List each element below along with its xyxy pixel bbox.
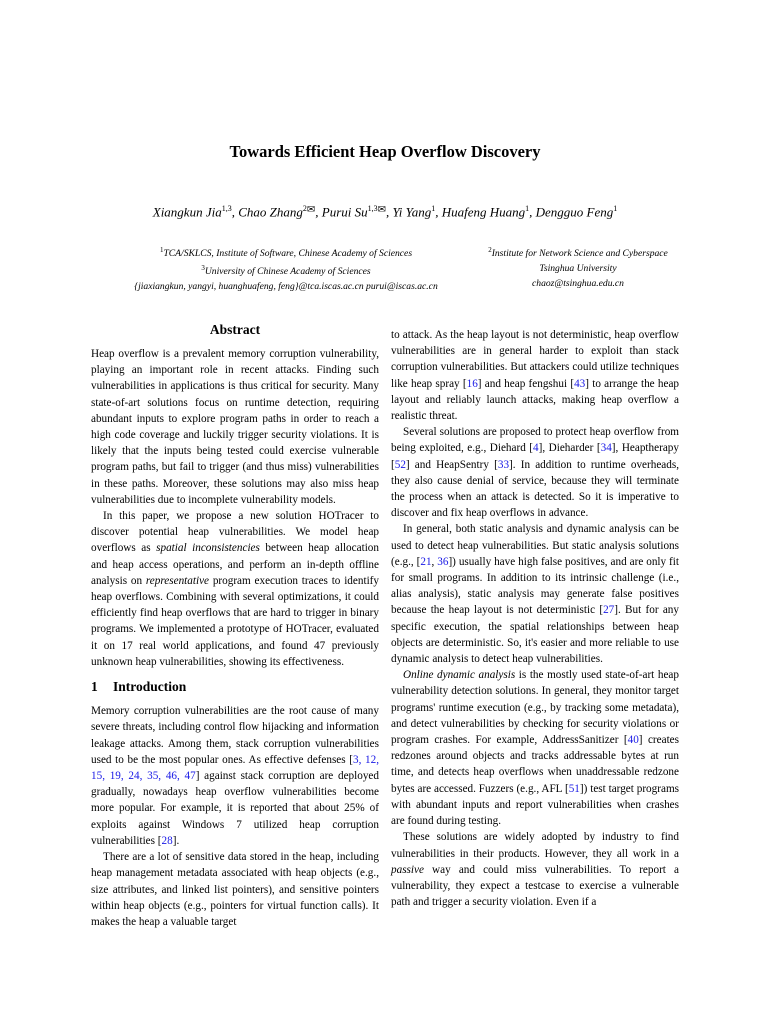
- paper-title: Towards Efficient Heap Overflow Discovery: [229, 142, 541, 161]
- author-separator: ,: [315, 204, 322, 220]
- section-number: 1: [91, 679, 98, 695]
- text-run: ] creates redzones around objects and tracks addressable bytes at run time, and detects heap overflows when unaddressable redzone bytes are accessed. Fuzzers (e.g., AFL [: [391, 734, 679, 795]
- affiliation-line: [96, 261, 476, 279]
- affiliation-text: TCA/SKLCS, Institute of Software, Chinese Academy of Sciences: [163, 248, 413, 260]
- body-paragraph: [391, 424, 679, 521]
- citation-link[interactable]: 43: [574, 377, 586, 390]
- affiliation-mark: 2: [488, 246, 492, 254]
- citation-link[interactable]: 51: [568, 782, 580, 795]
- affiliation-line: [466, 243, 690, 261]
- author-affiliation-mark: 1: [525, 204, 530, 213]
- emphasis: Online dynamic analysis: [403, 669, 516, 682]
- author-name: Huafeng Huang: [441, 204, 526, 220]
- author-affiliation-mark: 2: [302, 204, 307, 213]
- affiliation-emails: {jiaxiangkun, yangyi, huanghuafeng, feng}@tca.iscas.ac.cn purui@iscas.ac.cn: [134, 281, 438, 293]
- citation-link[interactable]: 28: [161, 834, 173, 847]
- text-run: is the mostly used state-of-art heap vulnerability detection solutions. In general, they monitor target programs' runtime execution (e.g., by tracking some metadata), and detect vulnerabilities by checking for security violations or program crashes. For example, AddressSanitizer [: [391, 669, 679, 747]
- emphasis: passive: [391, 863, 424, 876]
- text-run: program execution traces to identify heap overflows. Combining with several optimizations, it could efficiently find heap overflows that are hard to trigger in binary programs. We implemented a prototype of HOTracer, evaluated it on 17 real world applications, and found 47 previously unknown heap vulnerabilities, showing its effectiveness.: [91, 574, 379, 668]
- text-run: ].: [172, 834, 180, 847]
- text-run: way and could miss vulnerabilities. To report a vulnerability, they expect a testcase to exercise a vulnerable path and trigger a security violation. Even if a: [391, 863, 679, 909]
- text-run: between heap allocation and heap access operations, and perform an in-depth offline analysis on: [91, 542, 379, 587]
- envelope-icon: ✉: [377, 204, 387, 216]
- section-title: Introduction: [113, 679, 187, 695]
- text-run: ]) test target programs with abundant inputs and report vulnerabilities when crashes are found during testing.: [391, 782, 679, 828]
- section-heading: [91, 679, 379, 695]
- author-separator: ,: [529, 204, 536, 220]
- citation-link[interactable]: 52: [394, 458, 406, 471]
- affiliation-right: [466, 243, 690, 291]
- author-list: [0, 204, 770, 220]
- affiliation-text: Institute for Network Science and Cyberspace: [491, 248, 668, 260]
- abstract-paragraph: Heap overflow is a prevalent memory corruption vulnerability, playing an important role in recent attacks. Finding such vulnerabilities in applications is thus critical for security. Many state-of-art solutions focus on runtime detection, requiring abundant inputs to explore program paths in order to reach a high code coverage and luckily trigger security violations. It is likely that the inputs being tested could exercise vulnerable program paths, but fail to trigger (and thus miss) vulnerabilities in these paths. Moreover, these solutions may also miss heap vulnerabilities due to incomplete vulnerability models.: [91, 348, 379, 506]
- emphasis: representative: [145, 574, 210, 587]
- citation-link[interactable]: 27: [603, 604, 615, 617]
- citation-link[interactable]: 3, 12, 15, 19, 24, 35, 46, 47: [91, 753, 380, 783]
- text-run: Several solutions are proposed to protect heap overflow from being exploited, e.g., Diehard [: [391, 426, 679, 455]
- text-run: In general, both static analysis and dynamic analysis can be used to detect heap vulnerabilities. But static analysis solutions (e.g., [: [391, 523, 679, 568]
- abstract-heading: Abstract: [209, 322, 261, 337]
- author-separator: ,: [386, 204, 393, 220]
- citation-link[interactable]: 21: [420, 555, 432, 568]
- author-affiliation-mark: 1: [613, 204, 618, 213]
- text-run: ] against stack corruption are deployed gradually, nowadays heap overflow vulnerabilities become more popular. For example, it is reported that about 25% of exploits against Windows 7 utilized heap corruption vulnerabilities [: [91, 770, 379, 847]
- author-name: Yi Yang: [392, 204, 432, 220]
- author-name: Dengguo Feng: [535, 204, 614, 220]
- author-name: Chao Zhang: [238, 204, 303, 220]
- author-separator: ,: [231, 204, 239, 220]
- left-column: [91, 322, 379, 930]
- body-paragraph: [391, 667, 679, 829]
- affiliation-mark: 3: [201, 264, 205, 273]
- affiliation-text: University of Chinese Academy of Sciences: [204, 266, 371, 278]
- text-run: ]. But for any specific execution, the spatial relationships between heap objects are deterministic. So, it's easier and more reliable to use dynamic analysis to detect heap vulnerabilities.: [391, 604, 679, 666]
- author-affiliation-mark: 1: [431, 204, 436, 213]
- text-run: ], Heaptherapy [: [391, 442, 679, 471]
- text-run: ] to arrange the heap layout and reliably launch attacks, making heap overflow a realistic threat.: [391, 377, 679, 423]
- citation-link[interactable]: 4: [533, 442, 539, 455]
- body-paragraph: [391, 829, 679, 910]
- citation-link[interactable]: 16: [466, 377, 478, 390]
- text-run: ], Dieharder [: [538, 442, 601, 455]
- citation-link[interactable]: 40: [627, 734, 639, 747]
- author-name: Xiangkun Jia: [152, 204, 222, 220]
- body-paragraph: There are a lot of sensitive data stored in the heap, including heap management metadata associated with heap objects (e.g., size attributes, and linked list pointers), and sensitive pointers within heap objects (e.g., pointers for virtual function calls). It makes the heap a valuable target: [91, 851, 379, 928]
- affiliation-line: Tsinghua University: [539, 263, 617, 275]
- text-run: to attack. As the heap layout is not deterministic, heap overflow vulnerabilities are in general harder to exploit than stack corruption vulnerabilities. But attackers could utilize techniques like heap spray [: [391, 329, 679, 390]
- body-paragraph: [91, 703, 379, 849]
- author-affiliation-mark: 1,3: [367, 204, 378, 213]
- affiliation-mark: 1: [159, 246, 164, 254]
- citation-link[interactable]: 36: [437, 555, 449, 568]
- author-affiliation-mark: 1,3: [221, 204, 232, 213]
- affiliation-left: [96, 243, 476, 294]
- text-run: ,: [431, 555, 438, 568]
- citation-link[interactable]: 34: [600, 442, 612, 455]
- text-run: In this paper, we propose a new solution HOTracer to discover potential heap vulnerabilities. We model heap overflows as: [91, 510, 379, 555]
- author-name: Purui Su: [321, 204, 368, 220]
- text-run: These solutions are widely adopted by industry to find vulnerabilities in their products. However, they all work in a: [391, 831, 679, 860]
- affiliation-line: [96, 243, 476, 261]
- text-run: ]) usually have high false positives, and are only fit for small programs. In addition to its intrinsic challenge (i.e., alias analysis), static analysis may generate false positives because the heap layout is not deterministic [: [391, 555, 679, 617]
- citation-link[interactable]: 33: [497, 458, 510, 471]
- author-separator: ,: [435, 204, 442, 220]
- text-run: ] and HeapSentry [: [405, 458, 498, 471]
- text-run: Memory corruption vulnerabilities are the root cause of many severe threats, including control flow hijacking and information leakage attacks. Among them, stack corruption vulnerabilities used to be the most popular ones. As effective defenses [: [91, 705, 379, 766]
- right-column: [391, 327, 679, 910]
- abstract-paragraph: [91, 508, 379, 670]
- body-paragraph: [391, 521, 679, 667]
- emphasis: spatial inconsistencies: [156, 542, 260, 555]
- body-paragraph: [391, 327, 679, 424]
- affiliation-emails: chaoz@tsinghua.edu.cn: [532, 278, 624, 290]
- text-run: ] and heap fengshui [: [477, 377, 575, 390]
- envelope-icon: ✉: [306, 204, 316, 216]
- text-run: ]. In addition to runtime overheads, they also cause denial of service, because they will terminate the process when an attack is detected. So it is imperative to discover and fix heap overflows in advance.: [391, 458, 680, 520]
